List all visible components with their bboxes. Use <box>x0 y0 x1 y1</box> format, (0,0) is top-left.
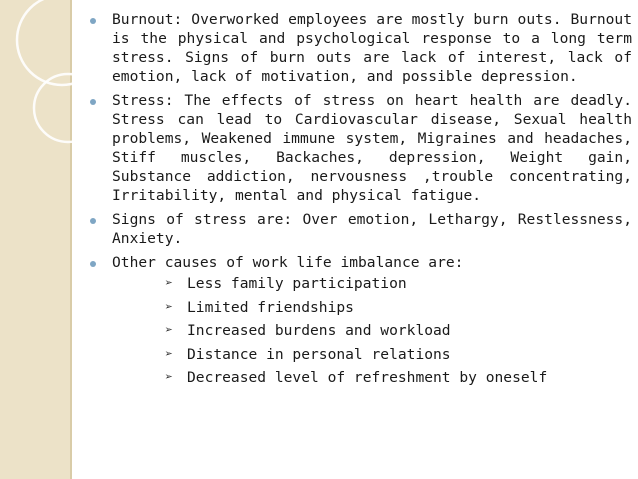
bullet-dot-icon <box>90 218 96 224</box>
sub-bullet-item <box>165 296 632 320</box>
arrow-bullet-icon: ➢ <box>165 346 173 362</box>
bullet-dot-icon <box>90 18 96 24</box>
bullet-dot-icon <box>90 99 96 105</box>
sub-bullet-text: Increased burdens and workload <box>187 322 451 339</box>
sub-bullet-text: Limited friendships <box>187 298 354 316</box>
sub-bullet-item <box>165 366 632 390</box>
bullet-burnout <box>88 10 632 86</box>
bullet-other-causes <box>88 253 632 272</box>
sub-bullet-text: Distance in personal relations <box>187 345 451 363</box>
bullet-text: Burnout: Overworked employees are mostly burn outs. Burnout is the physical and psychological response to a long term stress. Signs of burn outs are lack of interest, lack of emotion, lack of motivation, and possible depression. <box>112 11 632 85</box>
sub-bullet-list <box>165 272 632 390</box>
arrow-bullet-icon: ➢ <box>165 323 173 338</box>
sub-bullet-text: Less family participation <box>187 275 407 292</box>
sub-bullet-text: Decreased level of refreshment by oneself <box>187 369 548 386</box>
arrow-bullet-icon: ➢ <box>165 299 173 315</box>
bullet-text: Other causes of work life imbalance are: <box>112 254 464 271</box>
bullet-text: Stress: The effects of stress on heart health are deadly. Stress can lead to Cardiovascular disease, Sexual health problems, Weakened immune system, Migraines and headaches, Stiff muscles, Backaches, depression, Weight gain, Substance addiction, nervousness ,trouble concentrating, Irritability, mental and physical fatigue. <box>112 92 632 204</box>
sub-bullet-item <box>165 343 632 367</box>
arrow-bullet-icon: ➢ <box>165 276 173 291</box>
bullet-text: Signs of stress are: Over emotion, Lethargy, Restlessness, Anxiety. <box>112 211 632 247</box>
sub-bullet-item <box>165 319 632 343</box>
bullet-dot-icon <box>90 261 96 267</box>
slide-content <box>88 10 632 390</box>
bullet-signs-of-stress <box>88 210 632 248</box>
bullet-stress <box>88 91 632 205</box>
arrow-bullet-icon: ➢ <box>165 370 173 385</box>
sub-bullet-item <box>165 272 632 296</box>
